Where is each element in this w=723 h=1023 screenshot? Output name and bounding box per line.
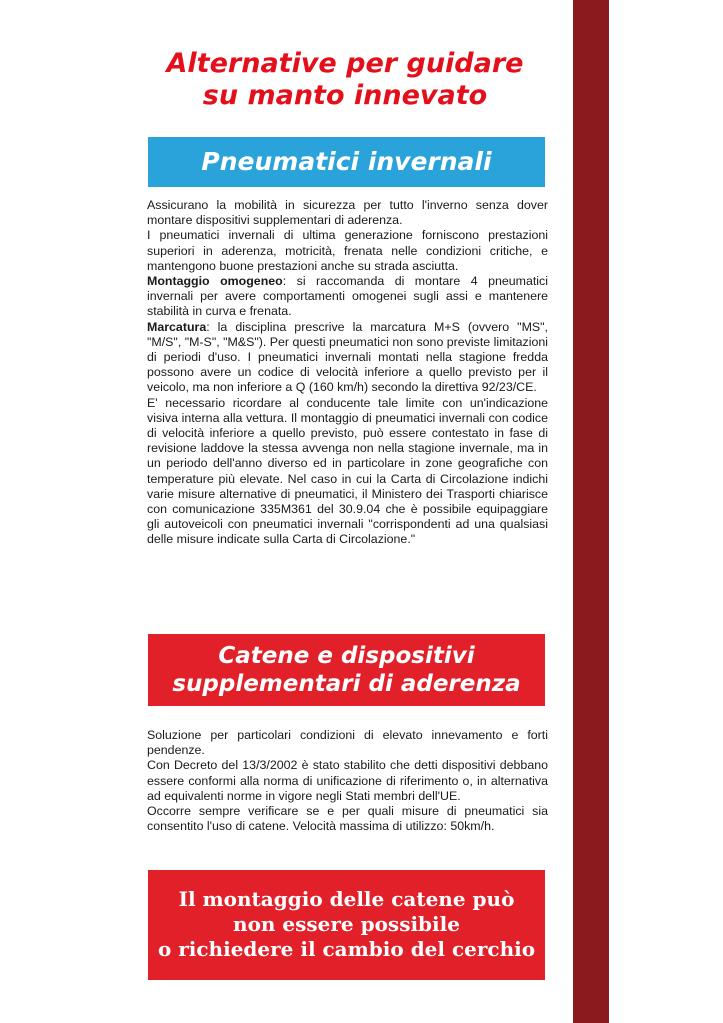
section-heading-line-2: supplementari di aderenza [172, 671, 521, 697]
paragraph: Soluzione per particolari condizioni di elevato innevamento e forti pendenze. [147, 728, 548, 758]
paragraph: Occorre sempre verificare se e per quali misure di pneumatici sia consentito l'uso di catene. Velocità massima di utilizzo: 50km/h. [147, 804, 548, 834]
paragraph-label: Marcatura [147, 319, 207, 334]
section-heading-line-1: Catene e dispositivi [218, 643, 475, 669]
paragraph-text: : si raccomanda di montare 4 pneumatici invernali per avere comportamenti omogenei sugli assi e mantenere stabilità in curva e frenata. [147, 274, 548, 319]
notice-line-3: o richiedere il cambio del cerchio [157, 937, 536, 961]
chains-text [147, 728, 548, 834]
section-heading-chains [148, 634, 545, 706]
paragraph [147, 274, 548, 320]
section-heading-label: Pneumatici invernali [201, 147, 492, 176]
notice-line-2: non essere possibile [233, 912, 460, 936]
winter-tyres-text [147, 198, 548, 548]
paragraph: I pneumatici invernali di ultima generazione forniscono prestazioni superiori in aderenza, motricità, frenata nelle condizioni critiche, e mantengono buone prestazioni anche su strada asciutta. [147, 228, 548, 273]
paragraph-text: : la disciplina prescrive la marcatura M+S (ovvero "MS", "M/S", "M-S", "M&S"). Per questi pneumatici non sono previste limitazioni di periodi d'uso. I pneumatici invernali montati nella stagione fredda possono avere un codice di velocità inferiore a quello previsto per il veicolo, ma non inferiore a Q (160 km/h) secondo la direttiva 92/23/CE. [147, 319, 549, 395]
side-bar [573, 0, 609, 1023]
paragraph: Con Decreto del 13/3/2002 è stato stabilito che detti dispositivi debbano essere conformi alla norma di unificazione di riferimento o, in alternativa ad equivalenti norme in vigore negli Stati membri dell'UE. [147, 758, 548, 803]
title-line-2: su manto innevato [202, 80, 488, 111]
paragraph: Assicurano la mobilità in sicurezza per tutto l'inverno senza dover montare dispositivi supplementari di aderenza. [147, 198, 548, 228]
paragraph-label: Montaggio omogeneo [147, 274, 283, 289]
paragraph: E' necessario ricordare al conducente tale limite con un'indicazione visiva interna alla vettura. Il montaggio di pneumatici invernali con codice di velocità inferiore a quello previsto, può essere contestato in fase di revisione laddove la stessa avvenga non nella stagione invernale, ma in un periodo dell'anno diverso ed in particolare in zone geografiche con temperature più elevate. Nel caso in cui la Carta di Circolazione indichi varie misure alternative di pneumatici, il Ministero dei Trasporti chiarisce con comunicazione 335M361 del 30.9.04 che è possibile equipaggiare gli autoveicoli con pneumatici invernali "corrispondenti ad una qualsiasi delle misure indicate sulla Carta di Circolazione." [147, 395, 548, 547]
section-heading-winter-tyres [148, 137, 545, 187]
notice-box [148, 870, 545, 980]
paragraph [147, 320, 548, 396]
title-line-1: Alternative per guidare [166, 48, 524, 79]
notice-line-1: Il montaggio delle catene può [178, 887, 515, 911]
page-title [130, 48, 560, 112]
